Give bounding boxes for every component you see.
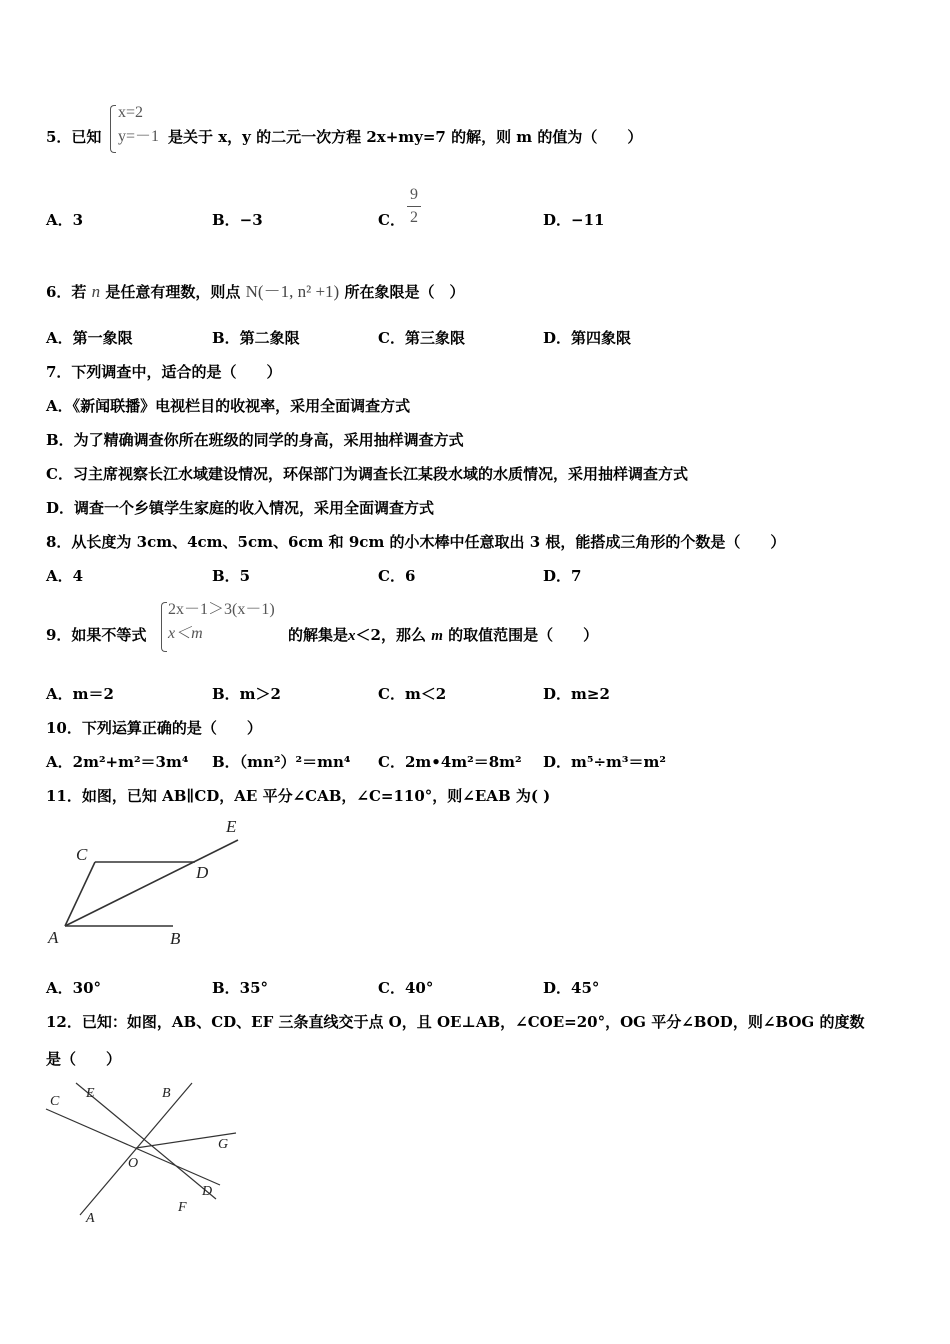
q9-suffix — [288, 625, 598, 646]
q12-label-e: E — [86, 1086, 95, 1101]
q7-stem: 7．下列调查中，适合的是（ ） — [46, 363, 282, 381]
q12-label-g: G — [218, 1137, 229, 1152]
q6-point: N(－1, n² +1) — [245, 282, 340, 301]
q10-option-c: C．2m•4m²＝8m² — [378, 753, 522, 771]
q11-label-e: E — [226, 817, 237, 836]
q12-label-b: B — [162, 1086, 171, 1101]
q5-system-line1: x=2 — [118, 104, 144, 121]
q9-option-c: C．m＜2 — [378, 685, 447, 703]
q5-option-b: B．−3 — [212, 211, 263, 229]
q7-option-b: B．为了精确调查你所在班级的同学的身高，采用抽样调查方式 — [46, 431, 464, 449]
q10-option-d: D．m⁵÷m³＝m² — [543, 753, 666, 771]
q6-option-a: A．第一象限 — [46, 329, 133, 347]
q12-label-c: C — [50, 1094, 60, 1109]
q11-stem: 11．如图，已知 AB∥CD，AE 平分∠CAB，∠C=110°，则∠EAB 为( ) — [46, 787, 551, 805]
segment-ae — [65, 840, 238, 926]
q9-suffix-m: m — [431, 628, 443, 644]
q6-var-n: n — [91, 282, 101, 301]
q11-option-c: C．40° — [378, 979, 434, 997]
q7-option-c: C．习主席视察长江水域建设情况，环保部门为调查长江某段水域的水质情况，采用抽样调查方式 — [46, 465, 688, 483]
q6-option-d: D．第四象限 — [543, 329, 632, 347]
q8-stem: 8．从长度为 3cm、4cm、5cm、6cm 和 9cm 的小木棒中任意取出 3 根，能搭成三角形的个数是（ ） — [46, 533, 786, 551]
q6-option-c: C．第三象限 — [378, 329, 465, 347]
q12-label-f: F — [178, 1200, 187, 1215]
q5-system-line2: y=－1 — [118, 128, 160, 145]
q11-option-a: A．30° — [46, 979, 102, 997]
q9-suffix-a: 的解集是 — [288, 626, 349, 644]
q6-mid: 是任意有理数，则点 — [105, 283, 241, 301]
q12-stem-line2: 是（ ） — [46, 1050, 122, 1068]
q9-suffix-x: x — [348, 628, 356, 644]
q11-label-b: B — [170, 929, 181, 948]
q11-label-a: A — [48, 928, 59, 947]
q7-option-d: D．调查一个乡镇学生家庭的收入情况，采用全面调查方式 — [46, 499, 435, 517]
q6-suffix: 所在象限是（ ） — [344, 283, 465, 301]
q11-label-c: C — [76, 845, 88, 864]
line-ab — [80, 1083, 192, 1215]
q9-suffix-c: 的取值范围是（ ） — [448, 626, 599, 644]
q8-option-a: A．4 — [46, 567, 84, 585]
q8-option-b: B．5 — [212, 567, 251, 585]
q5-system — [118, 101, 159, 149]
q5-option-c: C． — [378, 211, 405, 229]
q5-stem — [46, 127, 101, 147]
fraction-denominator: 2 — [410, 209, 418, 226]
q10-stem: 10．下列运算正确的是（ ） — [46, 719, 262, 737]
q9-option-a: A．m＝2 — [46, 685, 114, 703]
fraction-numerator: 9 — [410, 186, 418, 203]
q9-option-d: D．m≥2 — [543, 685, 610, 703]
q5-option-d: D．−11 — [543, 211, 605, 229]
q11-label-d: D — [196, 863, 209, 882]
q7-option-a: A．《新闻联播》电视栏目的收视率，采用全面调查方式 — [46, 397, 411, 415]
q12-label-o: O — [128, 1156, 139, 1171]
q12-figure — [40, 1075, 250, 1225]
q8-option-d: D．7 — [543, 567, 582, 585]
q10-option-b: B．（mn²）²＝mn⁴ — [212, 753, 351, 771]
q5-brace — [110, 105, 116, 153]
q6-stem — [46, 282, 464, 302]
q11-option-d: D．45° — [543, 979, 600, 997]
q12-stem-line1: 12．已知：如图，AB、CD、EF 三条直线交于点 O，且 OE⊥AB，∠COE=20°，OG 平分∠BOD，则∠BOG 的度数 — [46, 1013, 865, 1031]
q5-option-a: A．3 — [46, 211, 84, 229]
q9-prefix: 9．如果不等式 — [46, 626, 147, 644]
q12-label-a: A — [86, 1211, 95, 1225]
q5-suffix: 是关于 x，y 的二元一次方程 2x+my=7 的解，则 m 的值为（ ） — [168, 128, 643, 146]
q12-label-d: D — [202, 1184, 213, 1199]
q8-option-c: C．6 — [378, 567, 416, 585]
segment-ac — [65, 862, 95, 926]
q6-prefix: 6．若 — [46, 283, 87, 301]
q9-option-b: B．m＞2 — [212, 685, 281, 703]
line-ef — [76, 1083, 216, 1199]
q9-system-line1: 2x－1＞3(x－1) — [168, 601, 275, 618]
fraction-bar — [407, 206, 421, 207]
q11-figure — [40, 812, 260, 952]
q9-suffix-b: ＜2，那么 — [355, 626, 426, 644]
q9-brace — [161, 602, 167, 652]
q5-prefix: 5．已知 — [46, 128, 102, 146]
q6-option-b: B．第二象限 — [212, 329, 300, 347]
q9-system — [168, 598, 275, 646]
q11-option-b: B．35° — [212, 979, 269, 997]
q9-system-line2: x＜m — [168, 625, 203, 642]
line-cd — [46, 1109, 220, 1185]
q10-option-a: A．2m²+m²＝3m⁴ — [46, 753, 189, 771]
q5-option-c-fraction — [407, 186, 421, 227]
